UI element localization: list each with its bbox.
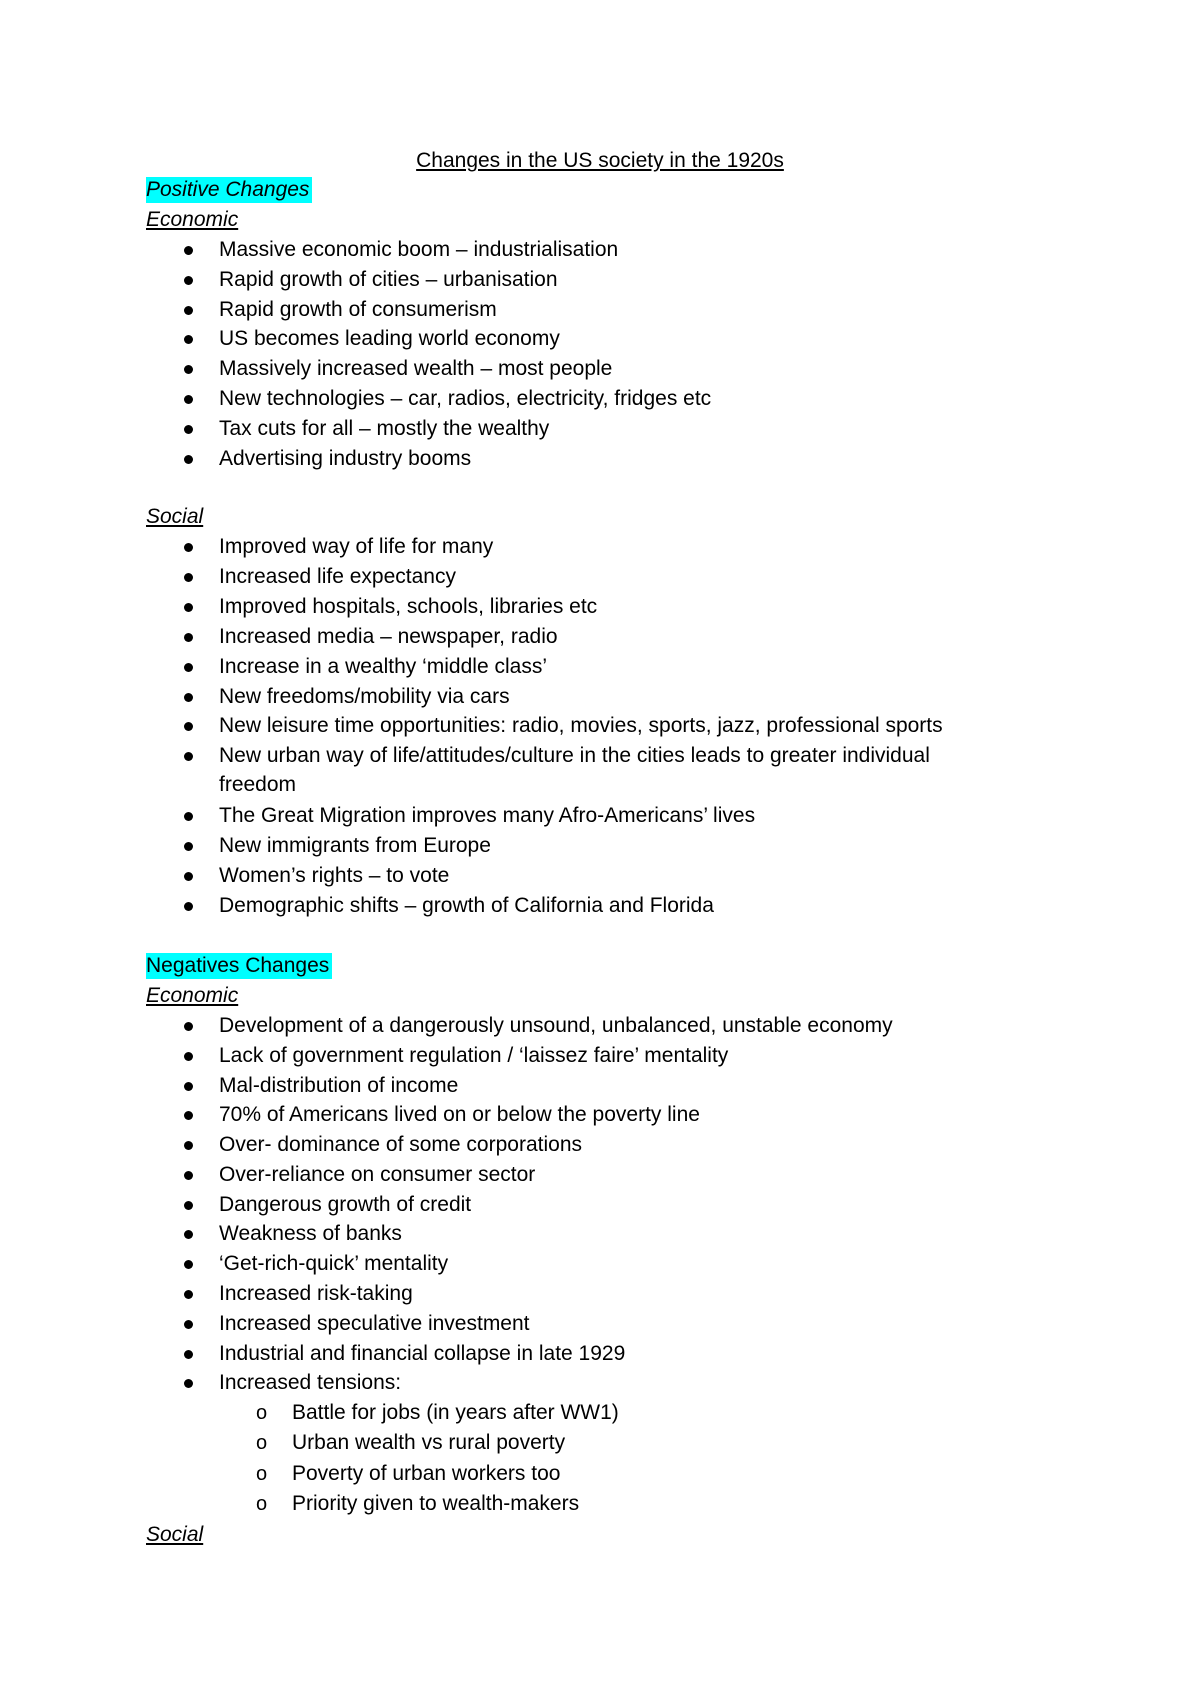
list-item: Industrial and financial collapse in late 1929: [219, 1342, 626, 1365]
sub-bullet-icon: o: [256, 1432, 268, 1454]
bullet-icon: [184, 1350, 193, 1359]
bullet-icon: [184, 543, 193, 552]
bullet-icon: [184, 1379, 193, 1388]
list-item: Over- dominance of some corporations: [219, 1133, 582, 1156]
bullet-icon: [184, 603, 193, 612]
list-item: Mal-distribution of income: [219, 1074, 459, 1097]
list-item: New urban way of life/attitudes/culture in the cities leads to greater individual: [219, 744, 930, 767]
bullet-icon: [184, 425, 193, 434]
sub-bullet-icon: o: [256, 1493, 268, 1515]
bullet-icon: [184, 335, 193, 344]
bullet-icon: [184, 663, 193, 672]
list-item: New leisure time opportunities: radio, movies, sports, jazz, professional sports: [219, 714, 943, 737]
sub-list-item: Priority given to wealth-makers: [292, 1492, 580, 1515]
bullet-icon: [184, 812, 193, 821]
list-item: 70% of Americans lived on or below the poverty line: [219, 1103, 700, 1126]
list-item: Tax cuts for all – mostly the wealthy: [219, 417, 550, 440]
list-item: Massive economic boom – industrialisation: [219, 238, 619, 261]
bullet-icon: [184, 455, 193, 464]
sub-bullet-icon: o: [256, 1402, 268, 1424]
list-item: Increased speculative investment: [219, 1312, 530, 1335]
list-item: Women’s rights – to vote: [219, 864, 450, 887]
bullet-icon: [184, 365, 193, 374]
bullet-icon: [184, 1171, 193, 1180]
negative-changes-heading: Negatives Changes: [146, 953, 332, 979]
document-title: Changes in the US society in the 1920s: [416, 149, 784, 172]
list-item: US becomes leading world economy: [219, 327, 560, 350]
sub-list-item: Urban wealth vs rural poverty: [292, 1431, 566, 1454]
bullet-icon: [184, 1230, 193, 1239]
list-item: New technologies – car, radios, electricity, fridges etc: [219, 387, 712, 410]
bullet-icon: [184, 902, 193, 911]
bullet-icon: [184, 722, 193, 731]
bullet-icon: [184, 1201, 193, 1210]
list-item: Increased life expectancy: [219, 565, 456, 588]
bullet-icon: [184, 395, 193, 404]
positive-economic-label: Economic: [146, 208, 239, 231]
bullet-icon: [184, 1082, 193, 1091]
list-item: New immigrants from Europe: [219, 834, 491, 857]
list-item: Improved hospitals, schools, libraries etc: [219, 595, 598, 618]
negative-social-label: Social: [146, 1523, 204, 1546]
sub-bullet-icon: o: [256, 1463, 268, 1485]
bullet-icon: [184, 1052, 193, 1061]
bullet-icon: [184, 1111, 193, 1120]
bullet-icon: [184, 633, 193, 642]
list-item: Development of a dangerously unsound, unbalanced, unstable economy: [219, 1014, 893, 1037]
list-item: Demographic shifts – growth of California and Florida: [219, 894, 714, 917]
negative-economic-label: Economic: [146, 984, 239, 1007]
list-item: Massively increased wealth – most people: [219, 357, 613, 380]
bullet-icon: [184, 1320, 193, 1329]
bullet-icon: [184, 872, 193, 881]
bullet-icon: [184, 1141, 193, 1150]
bullet-icon: [184, 276, 193, 285]
bullet-icon: [184, 246, 193, 255]
list-item: Improved way of life for many: [219, 535, 494, 558]
list-item: Advertising industry booms: [219, 447, 472, 470]
sub-list-item: Battle for jobs (in years after WW1): [292, 1401, 619, 1424]
list-item: ‘Get-rich-quick’ mentality: [219, 1252, 449, 1275]
list-item: Increased risk-taking: [219, 1282, 413, 1305]
list-item: The Great Migration improves many Afro-Americans’ lives: [219, 804, 756, 827]
list-item: Rapid growth of consumerism: [219, 298, 497, 321]
list-item: Increased media – newspaper, radio: [219, 625, 558, 648]
list-item-continuation: freedom: [219, 773, 297, 796]
bullet-icon: [184, 1260, 193, 1269]
bullet-icon: [184, 306, 193, 315]
list-item: Rapid growth of cities – urbanisation: [219, 268, 558, 291]
bullet-icon: [184, 1290, 193, 1299]
sub-list-item: Poverty of urban workers too: [292, 1462, 561, 1485]
list-item: New freedoms/mobility via cars: [219, 685, 510, 708]
bullet-icon: [184, 842, 193, 851]
bullet-icon: [184, 693, 193, 702]
list-item: Dangerous growth of credit: [219, 1193, 472, 1216]
positive-changes-heading: Positive Changes: [146, 177, 312, 203]
list-item: Weakness of banks: [219, 1222, 402, 1245]
list-item: Increased tensions:: [219, 1371, 402, 1394]
list-item: Over-reliance on consumer sector: [219, 1163, 536, 1186]
bullet-icon: [184, 752, 193, 761]
bullet-icon: [184, 1022, 193, 1031]
list-item: Lack of government regulation / ‘laissez faire’ mentality: [219, 1044, 729, 1067]
list-item: Increase in a wealthy ‘middle class’: [219, 655, 547, 678]
bullet-icon: [184, 573, 193, 582]
positive-social-label: Social: [146, 505, 204, 528]
